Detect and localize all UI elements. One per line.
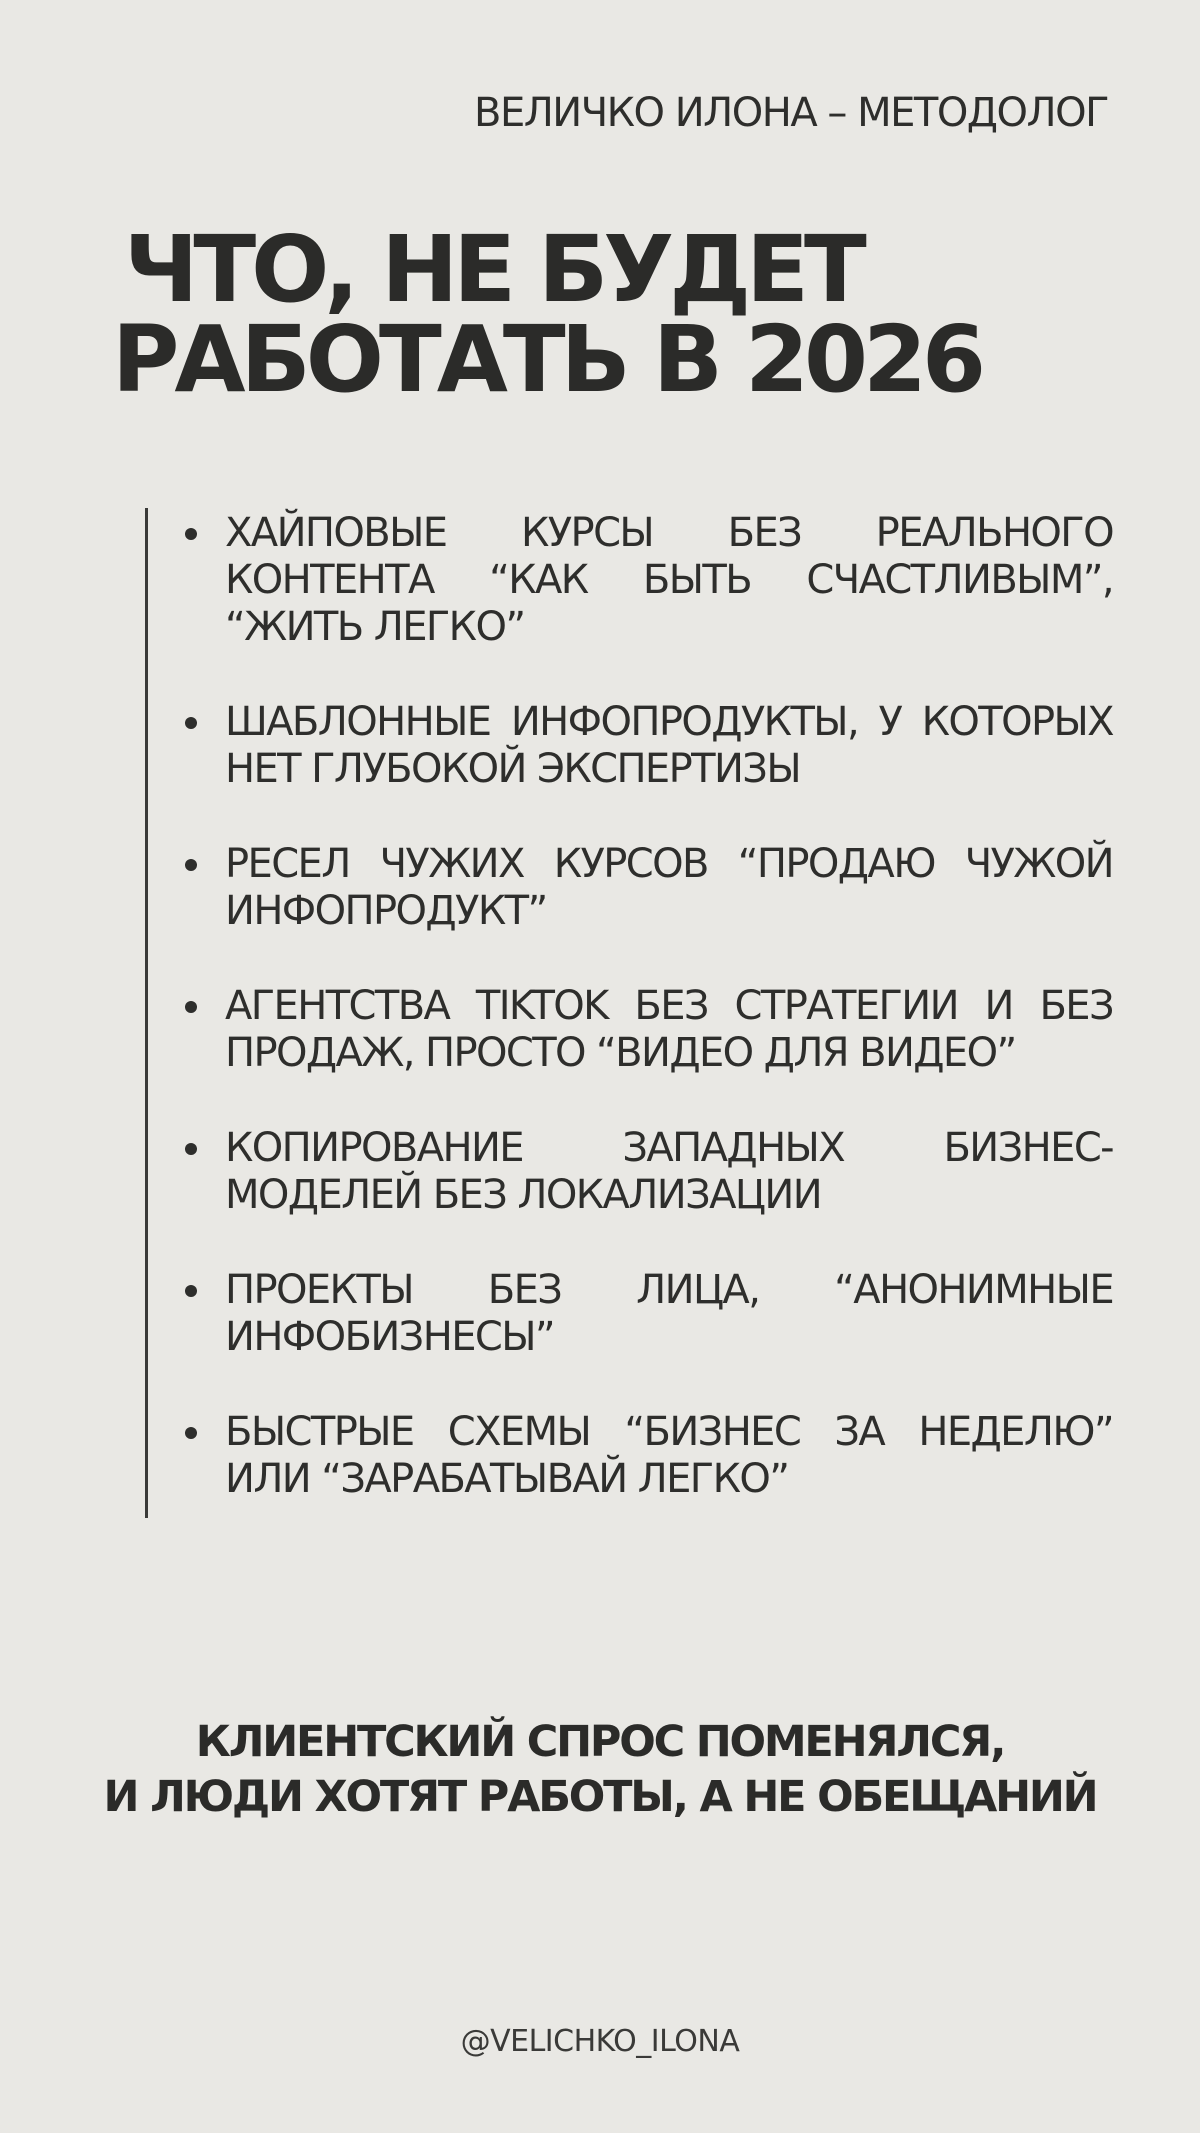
- list-item: [145, 1409, 1113, 1503]
- list-item: [145, 510, 1113, 651]
- page-title: [112, 216, 982, 413]
- list-item-text: ХАЙПОВЫЕ КУРСЫ БЕЗ РЕАЛЬНОГО КОНТЕНТА “КАК БЫТЬ СЧАСТЛИВЫМ”, “ЖИТЬ ЛЕГКО”: [225, 510, 1113, 650]
- list-item-text: БЫСТРЫЕ СХЕМЫ “БИЗНЕС ЗА НЕДЕЛЮ” ИЛИ “ЗАРАБАТЫВАЙ ЛЕГКО”: [225, 1409, 1113, 1502]
- conclusion-line-1: КЛИЕНТСКИЙ СПРОС ПОМЕНЯЛСЯ,: [195, 1717, 1005, 1767]
- bullet-icon: [185, 1285, 197, 1297]
- conclusion-line-2: И ЛЮДИ ХОТЯТ РАБОТЫ, А НЕ ОБЕЩАНИЙ: [103, 1772, 1097, 1822]
- bullet-icon: [185, 1427, 197, 1439]
- list-item-text: ПРОЕКТЫ БЕЗ ЛИЦА, “АНОНИМНЫЕ ИНФОБИЗНЕСЫ”: [225, 1267, 1113, 1360]
- list-section: [145, 508, 1113, 1518]
- bullet-icon: [185, 1001, 197, 1013]
- list-item: [145, 1267, 1113, 1361]
- bullet-icon: [185, 717, 197, 729]
- list-item: [145, 983, 1113, 1077]
- bullet-list: [145, 510, 1113, 1551]
- bullet-icon: [185, 859, 197, 871]
- list-item-text: ШАБЛОННЫЕ ИНФОПРОДУКТЫ, У КОТОРЫХ НЕТ ГЛУБОКОЙ ЭКСПЕРТИЗЫ: [225, 699, 1113, 792]
- bullet-icon: [185, 1143, 197, 1155]
- list-item-text: АГЕНТСТВА TIKTOK БЕЗ СТРАТЕГИИ И БЕЗ ПРОДАЖ, ПРОСТО “ВИДЕО ДЛЯ ВИДЕО”: [225, 983, 1113, 1076]
- list-item-text: РЕСЕЛ ЧУЖИХ КУРСОВ “ПРОДАЮ ЧУЖОЙ ИНФОПРОДУКТ”: [225, 841, 1113, 934]
- list-item-text: КОПИРОВАНИЕ ЗАПАДНЫХ БИЗНЕС-МОДЕЛЕЙ БЕЗ ЛОКАЛИЗАЦИИ: [225, 1125, 1113, 1218]
- social-handle: @VELICHKO_ILONA: [460, 2024, 740, 2059]
- conclusion-text: [0, 1715, 1200, 1825]
- author-credit: ВЕЛИЧКО ИЛОНА – МЕТОДОЛОГ: [474, 90, 1108, 136]
- list-item: [145, 841, 1113, 935]
- list-item: [145, 1125, 1113, 1219]
- bullet-icon: [185, 528, 197, 540]
- list-item: [145, 699, 1113, 793]
- title-line-1: ЧТО, НЕ БУДЕТ: [124, 216, 862, 323]
- title-line-2: РАБОТАТЬ В 2026: [112, 306, 982, 413]
